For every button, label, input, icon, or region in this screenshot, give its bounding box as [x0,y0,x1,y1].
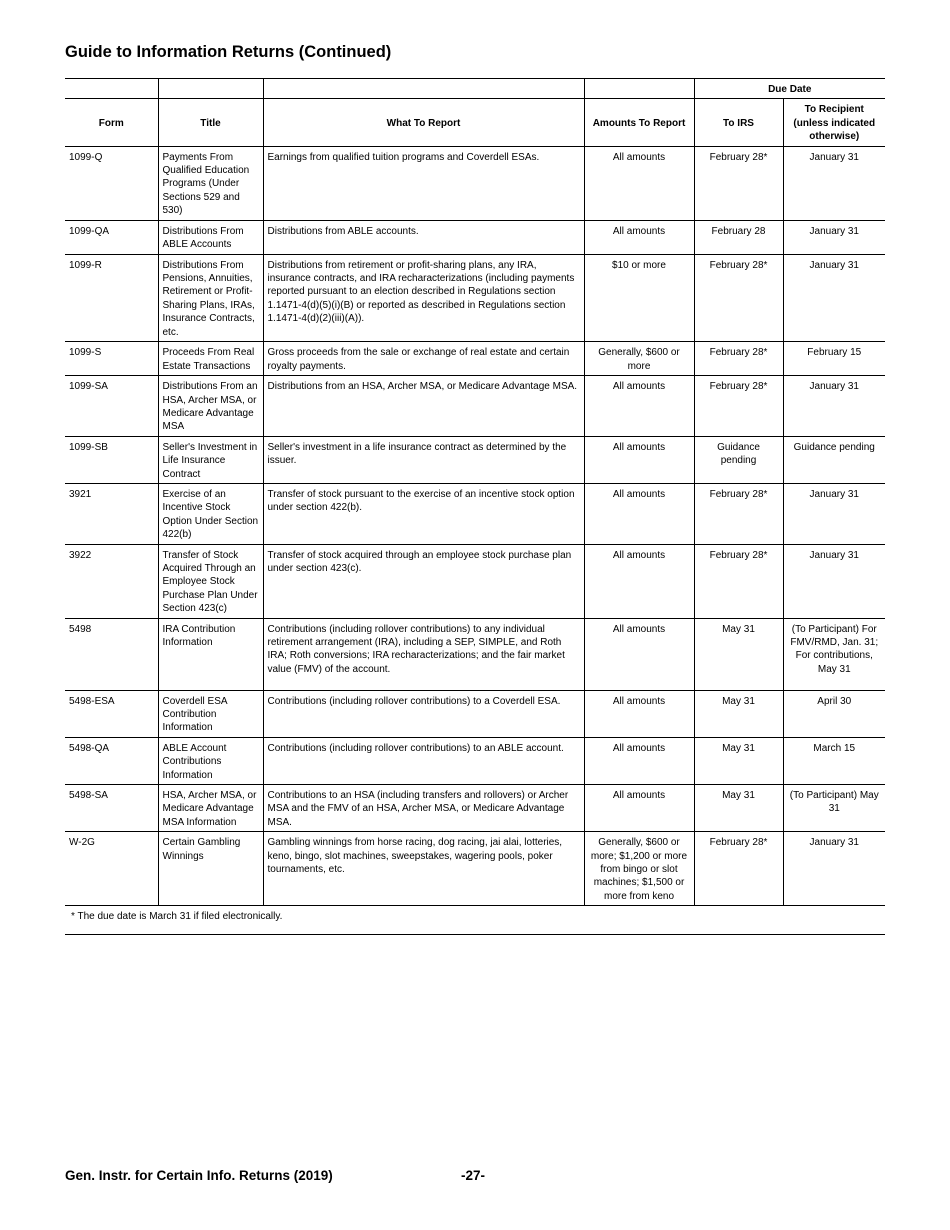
to-irs-cell: February 28* [694,342,783,376]
table-row [65,254,885,341]
form-cell: 5498-QA [65,737,158,784]
title-cell: Seller's Investment in Life Insurance Contract [158,436,263,483]
what-to-report-cell: Distributions from ABLE accounts. [263,220,584,254]
table-row [65,690,885,737]
footer-document-title: Gen. Instr. for Certain Info. Returns (2019) [65,1168,333,1183]
amounts-cell: All amounts [584,785,694,832]
to-irs-cell: May 31 [694,737,783,784]
table-row [65,376,885,437]
what-to-report-cell: Transfer of stock acquired through an employee stock purchase plan under section 423(c). [263,544,584,618]
footnote-row [65,906,885,934]
form-cell: 5498-ESA [65,690,158,737]
amounts-cell: All amounts [584,376,694,437]
to-recipient-cell: April 30 [783,690,885,737]
table-row [65,220,885,254]
to-recipient-cell: March 15 [783,737,885,784]
to-recipient-cell: January 31 [783,544,885,618]
form-cell: 1099-SA [65,376,158,437]
to-recipient-cell: January 31 [783,832,885,906]
form-cell: 5498 [65,618,158,690]
title-cell: Coverdell ESA Contribution Information [158,690,263,737]
due-date-group-header: Due Date [694,79,885,99]
form-cell: 3921 [65,483,158,544]
title-cell: Certain Gambling Winnings [158,832,263,906]
form-cell: W-2G [65,832,158,906]
what-to-report-cell: Contributions (including rollover contributions) to a Coverdell ESA. [263,690,584,737]
what-to-report-cell: Gross proceeds from the sale or exchange of real estate and certain royalty payments. [263,342,584,376]
group-header-blank [65,79,158,99]
to-recipient-cell: January 31 [783,254,885,341]
amounts-cell: $10 or more [584,254,694,341]
column-header-row [65,99,885,146]
what-to-report-cell: Gambling winnings from horse racing, dog racing, jai alai, lotteries, keno, bingo, slot machines, sweepstakes, wagering pools, poker tournaments, etc. [263,832,584,906]
column-header-to-recipient: To Recipient (unless indicated otherwise) [783,99,885,146]
to-irs-cell: May 31 [694,618,783,690]
title-cell: HSA, Archer MSA, or Medicare Advantage MSA Information [158,785,263,832]
what-to-report-cell: Seller's investment in a life insurance contract as determined by the issuer. [263,436,584,483]
form-cell: 3922 [65,544,158,618]
amounts-cell: All amounts [584,436,694,483]
column-header-form: Form [65,99,158,146]
to-recipient-cell: February 15 [783,342,885,376]
to-irs-cell: February 28* [694,483,783,544]
to-irs-cell: February 28* [694,832,783,906]
form-cell: 5498-SA [65,785,158,832]
amounts-cell: All amounts [584,146,694,220]
table-row [65,544,885,618]
to-recipient-cell: January 31 [783,146,885,220]
amounts-cell: All amounts [584,483,694,544]
group-header-row [65,79,885,99]
amounts-cell: Generally, $600 or more; $1,200 or more from bingo or slot machines; $1,500 or more from keno [584,832,694,906]
to-irs-cell: February 28* [694,544,783,618]
what-to-report-cell: Contributions (including rollover contributions) to an ABLE account. [263,737,584,784]
column-header-amounts-to-report: Amounts To Report [584,99,694,146]
title-cell: Exercise of an Incentive Stock Option Under Section 422(b) [158,483,263,544]
what-to-report-cell: Earnings from qualified tuition programs and Coverdell ESAs. [263,146,584,220]
what-to-report-cell: Distributions from an HSA, Archer MSA, or Medicare Advantage MSA. [263,376,584,437]
table-row [65,737,885,784]
page-number: -27- [461,1168,486,1183]
form-cell: 1099-R [65,254,158,341]
amounts-cell: All amounts [584,618,694,690]
form-cell: 1099-SB [65,436,158,483]
group-header-blank [158,79,263,99]
form-cell: 1099-Q [65,146,158,220]
table-row [65,146,885,220]
title-cell: Distributions From ABLE Accounts [158,220,263,254]
to-irs-cell: February 28* [694,376,783,437]
title-cell: Distributions From an HSA, Archer MSA, or Medicare Advantage MSA [158,376,263,437]
to-irs-cell: May 31 [694,690,783,737]
amounts-cell: All amounts [584,690,694,737]
to-recipient-cell: January 31 [783,220,885,254]
group-header-blank [584,79,694,99]
column-header-to-irs: To IRS [694,99,783,146]
title-cell: ABLE Account Contributions Information [158,737,263,784]
column-header-what-to-report: What To Report [263,99,584,146]
to-irs-cell: May 31 [694,785,783,832]
to-recipient-cell: (To Participant) May 31 [783,785,885,832]
to-recipient-cell: (To Participant) For FMV/RMD, Jan. 31; For contributions, May 31 [783,618,885,690]
title-cell: Distributions From Pensions, Annuities, Retirement or Profit-Sharing Plans, IRAs, Insurance Contracts, etc. [158,254,263,341]
to-irs-cell: February 28 [694,220,783,254]
group-header-blank [263,79,584,99]
table-row [65,785,885,832]
what-to-report-cell: Distributions from retirement or profit-sharing plans, any IRA, insurance contracts, and IRA recharacterizations (including payments reported pursuant to an election described in Regulations section 1.1471-4(d)(5)(i)(B) or reported as described in Regulations section 1.1471-4(d)(2)(iii)(A)). [263,254,584,341]
footnote: * The due date is March 31 if filed electronically. [65,906,885,934]
title-cell: Proceeds From Real Estate Transactions [158,342,263,376]
table-row [65,436,885,483]
form-cell: 1099-QA [65,220,158,254]
to-recipient-cell: January 31 [783,483,885,544]
title-cell: Transfer of Stock Acquired Through an Employee Stock Purchase Plan Under Section 423(c) [158,544,263,618]
amounts-cell: Generally, $600 or more [584,342,694,376]
amounts-cell: All amounts [584,544,694,618]
what-to-report-cell: Transfer of stock pursuant to the exercise of an incentive stock option under section 422(b). [263,483,584,544]
table-row [65,618,885,690]
table-row [65,483,885,544]
to-irs-cell: Guidance pending [694,436,783,483]
page-title: Guide to Information Returns (Continued) [65,43,392,61]
what-to-report-cell: Contributions (including rollover contributions) to any individual retirement arrangement (IRA), including a SEP, SIMPLE, and Roth IRA; Roth conversions; IRA recharacterizations; and the fair market value (FMV) of the account. [263,618,584,690]
what-to-report-cell: Contributions to an HSA (including transfers and rollovers) or Archer MSA and the FMV of an HSA, Archer MSA, or Medicare Advantage MSA. [263,785,584,832]
to-recipient-cell: January 31 [783,376,885,437]
title-cell: IRA Contribution Information [158,618,263,690]
table-row [65,342,885,376]
table-row [65,832,885,906]
form-cell: 1099-S [65,342,158,376]
amounts-cell: All amounts [584,737,694,784]
to-irs-cell: February 28* [694,146,783,220]
column-header-title: Title [158,99,263,146]
information-returns-table [65,78,885,935]
amounts-cell: All amounts [584,220,694,254]
to-recipient-cell: Guidance pending [783,436,885,483]
to-irs-cell: February 28* [694,254,783,341]
title-cell: Payments From Qualified Education Programs (Under Sections 529 and 530) [158,146,263,220]
